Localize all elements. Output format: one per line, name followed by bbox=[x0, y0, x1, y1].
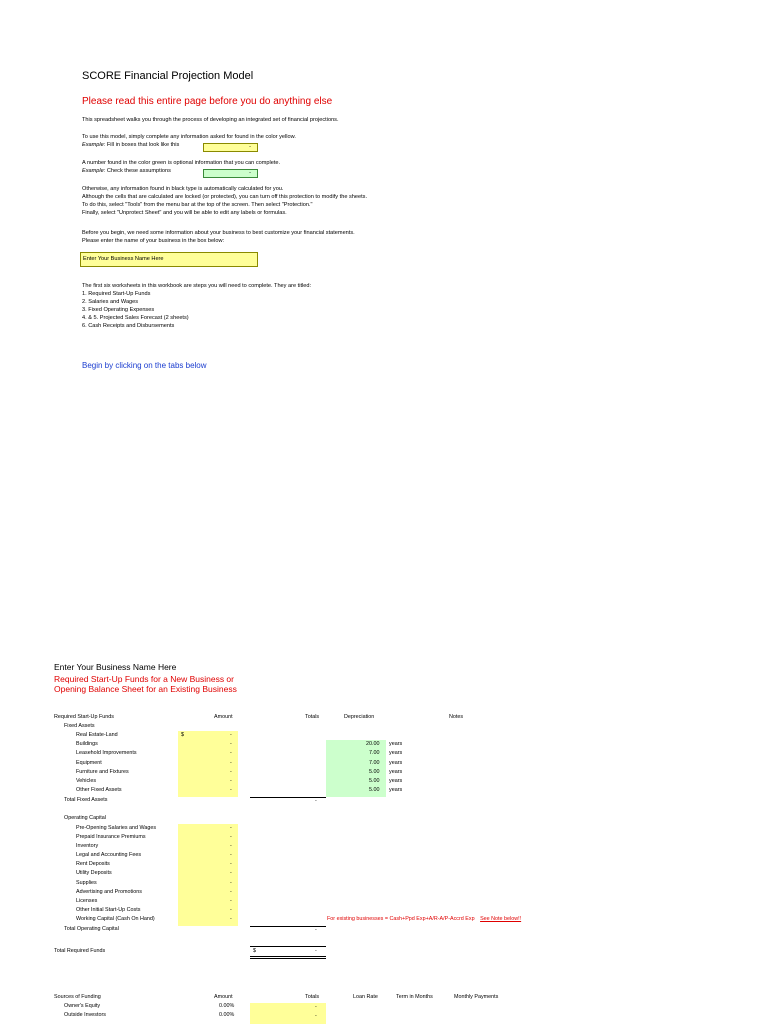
worksheets-line: 2. Salaries and Wages bbox=[82, 299, 139, 305]
worksheets-line: 1. Required Start-Up Funds bbox=[82, 291, 151, 297]
example2-row bbox=[82, 167, 171, 176]
col-header-depreciation: Depreciation bbox=[344, 714, 375, 720]
fixed-asset-amount[interactable]: - bbox=[230, 741, 232, 747]
depreciation-value[interactable]: 5.00 bbox=[369, 769, 380, 775]
use-instructions: To use this model, simply complete any information asked for found in the color yellow. bbox=[82, 134, 296, 140]
operating-item-label: Pre-Opening Salaries and Wages bbox=[76, 825, 157, 831]
operating-amount-column bbox=[178, 824, 238, 926]
example-yellow-cell[interactable] bbox=[203, 143, 258, 152]
depreciation-unit: years bbox=[389, 787, 403, 793]
col-header-label: Required Start-Up Funds bbox=[54, 714, 114, 720]
fixed-asset-amount[interactable]: - bbox=[230, 778, 232, 784]
worksheets-line: 6. Cash Receipts and Disbursements bbox=[82, 323, 175, 329]
working-capital-formula: For existing businesses = Cash+Ppd Exp+A/R-A/P-Accrd Exp bbox=[327, 916, 475, 922]
depreciation-value[interactable]: 7.00 bbox=[369, 760, 380, 766]
operating-item-amount[interactable]: - bbox=[230, 843, 232, 849]
fixed-asset-label: Other Fixed Assets bbox=[76, 787, 122, 793]
green-instructions: A number found in the color green is optional information that you can complete. bbox=[82, 160, 281, 166]
working-capital-note bbox=[327, 916, 521, 922]
black-text-line: To do this, select "Tools" from the menu bar at the top of the screen. Then select "Protection." bbox=[82, 202, 313, 208]
funding-header-amount: Amount bbox=[214, 994, 233, 1000]
example-green-value: - bbox=[249, 170, 251, 176]
funding-row-label: Owner's Equity bbox=[64, 1003, 101, 1009]
worksheets-line: 3. Fixed Operating Expenses bbox=[82, 307, 155, 313]
col-header-totals: Totals bbox=[305, 714, 320, 720]
worksheets-line: The first six worksheets in this workbook are steps you will need to complete. They are titled: bbox=[82, 283, 312, 289]
business-name-value: Enter Your Business Name Here bbox=[83, 256, 164, 262]
fixed-asset-amount[interactable]: - bbox=[230, 732, 232, 738]
operating-item-amount[interactable]: - bbox=[230, 880, 232, 886]
total-required-rule-bottom bbox=[250, 956, 326, 957]
operating-item-label: Advertising and Promotions bbox=[76, 889, 142, 895]
example1-label: Example: bbox=[82, 142, 106, 148]
funding-row-total[interactable]: - bbox=[315, 1004, 317, 1010]
operating-item-amount[interactable]: - bbox=[230, 916, 232, 922]
operating-item-amount[interactable]: - bbox=[230, 861, 232, 867]
fixed-asset-label: Vehicles bbox=[76, 778, 97, 784]
fixed-assets-label: Fixed Assets bbox=[64, 723, 95, 729]
funding-row-total[interactable]: - bbox=[315, 1013, 317, 1019]
total-fixed-value: - bbox=[315, 798, 317, 804]
funding-row-label: Outside Investors bbox=[64, 1012, 106, 1018]
depreciation-unit: years bbox=[389, 769, 403, 775]
example2-label: Example: bbox=[82, 168, 106, 174]
black-text-line: Although the cells that are calculated are locked (or protected), you can turn off this protection to modify the sheets. bbox=[82, 194, 368, 200]
funding-header-totals: Totals bbox=[305, 994, 320, 1000]
business-name-heading: Enter Your Business Name Here bbox=[54, 662, 177, 672]
example-yellow-value: - bbox=[249, 144, 251, 150]
example2-text: Check these assumptions bbox=[106, 168, 171, 174]
fixed-assets-amount-column bbox=[178, 731, 238, 797]
see-note-link[interactable]: See Note below!! bbox=[480, 916, 522, 922]
total-operating-label: Total Operating Capital bbox=[64, 926, 119, 932]
total-required-value: - bbox=[315, 948, 317, 954]
fixed-asset-label: Equipment bbox=[76, 760, 102, 766]
operating-item-label: Legal and Accounting Fees bbox=[76, 852, 142, 858]
subtitle-line-2: Opening Balance Sheet for an Existing Business bbox=[54, 684, 237, 694]
operating-item-label: Other Initial Start-Up Costs bbox=[76, 907, 141, 913]
fixed-asset-amount[interactable]: - bbox=[230, 769, 232, 775]
col-header-amount: Amount bbox=[214, 714, 233, 720]
operating-item-label: Supplies bbox=[76, 880, 97, 886]
funding-row-amount: 0.00% bbox=[219, 1012, 235, 1018]
funding-header-term: Term in Months bbox=[396, 994, 433, 1000]
depreciation-unit: years bbox=[389, 760, 403, 766]
example1-text: Fill in boxes that look like this bbox=[106, 142, 180, 148]
operating-item-label: Inventory bbox=[76, 843, 99, 849]
fixed-asset-amount[interactable]: - bbox=[230, 787, 232, 793]
total-fixed-label: Total Fixed Assets bbox=[64, 797, 108, 803]
worksheets-line: 4. & 5. Projected Sales Forecast (2 sheets) bbox=[82, 315, 189, 321]
before-text-line: Before you begin, we need some information about your business to best customize your financial statements. bbox=[82, 230, 355, 236]
operating-item-amount[interactable]: - bbox=[230, 898, 232, 904]
fixed-asset-amount[interactable]: - bbox=[230, 750, 232, 756]
operating-item-amount[interactable]: - bbox=[230, 889, 232, 895]
fixed-asset-label: Buildings bbox=[76, 741, 98, 747]
depreciation-value[interactable]: 5.00 bbox=[369, 778, 380, 784]
total-operating-value: - bbox=[315, 927, 317, 933]
depreciation-value[interactable]: 5.00 bbox=[369, 787, 380, 793]
funding-header-monthly: Monthly Payments bbox=[454, 994, 499, 1000]
operating-item-amount[interactable]: - bbox=[230, 907, 232, 913]
depreciation-unit: years bbox=[389, 778, 403, 784]
before-text-line: Please enter the name of your business in the box below: bbox=[82, 238, 225, 244]
depreciation-unit: years bbox=[389, 750, 403, 756]
total-required-rule-double bbox=[250, 958, 326, 959]
operating-item-amount[interactable]: - bbox=[230, 825, 232, 831]
fixed-asset-label: Real Estate-Land bbox=[76, 732, 118, 738]
fixed-asset-label: Furniture and Fixtures bbox=[76, 769, 129, 775]
warning-text: Please read this entire page before you do anything else bbox=[82, 96, 333, 107]
funding-header-loan-rate: Loan Rate bbox=[353, 994, 378, 1000]
intro-text: This spreadsheet walks you through the process of developing an integrated set of financial projections. bbox=[82, 117, 339, 123]
example1-row bbox=[82, 141, 179, 150]
example-green-cell[interactable] bbox=[203, 169, 258, 178]
subtitle-line-1: Required Start-Up Funds for a New Business or bbox=[54, 674, 234, 684]
fixed-asset-label: Leasehold Improvements bbox=[76, 750, 137, 756]
black-text-line: Finally, select "Unprotect Sheet" and you will be able to edit any labels or formulas. bbox=[82, 210, 287, 216]
depreciation-unit: years bbox=[389, 741, 403, 747]
operating-item-label: Working Capital (Cash On Hand) bbox=[76, 916, 155, 922]
begin-link[interactable]: Begin by clicking on the tabs below bbox=[82, 361, 207, 370]
black-text-line: Otherwise, any information found in black type is automatically calculated for you. bbox=[82, 186, 284, 192]
total-required-currency: $ bbox=[253, 948, 256, 954]
fixed-asset-currency: $ bbox=[181, 732, 184, 738]
operating-item-amount[interactable]: - bbox=[230, 870, 232, 876]
funding-row-amount: 0.00% bbox=[219, 1003, 235, 1009]
operating-capital-label: Operating Capital bbox=[64, 815, 106, 821]
depreciation-value[interactable]: 20.00 bbox=[366, 741, 380, 747]
operating-item-label: Utility Deposits bbox=[76, 870, 112, 876]
page-title: SCORE Financial Projection Model bbox=[82, 70, 254, 82]
operating-item-amount[interactable]: - bbox=[230, 852, 232, 858]
col-header-notes: Notes bbox=[449, 714, 464, 720]
operating-item-label: Rent Deposits bbox=[76, 861, 110, 867]
business-name-input[interactable] bbox=[80, 252, 258, 267]
funding-header-label: Sources of Funding bbox=[54, 994, 101, 1000]
operating-item-amount[interactable]: - bbox=[230, 834, 232, 840]
total-required-rule-top bbox=[250, 946, 326, 947]
operating-item-label: Prepaid Insurance Premiums bbox=[76, 834, 146, 840]
operating-item-label: Licenses bbox=[76, 898, 98, 904]
total-required-label: Total Required Funds bbox=[54, 948, 106, 954]
fixed-asset-amount[interactable]: - bbox=[230, 760, 232, 766]
depreciation-value[interactable]: 7.00 bbox=[369, 750, 380, 756]
